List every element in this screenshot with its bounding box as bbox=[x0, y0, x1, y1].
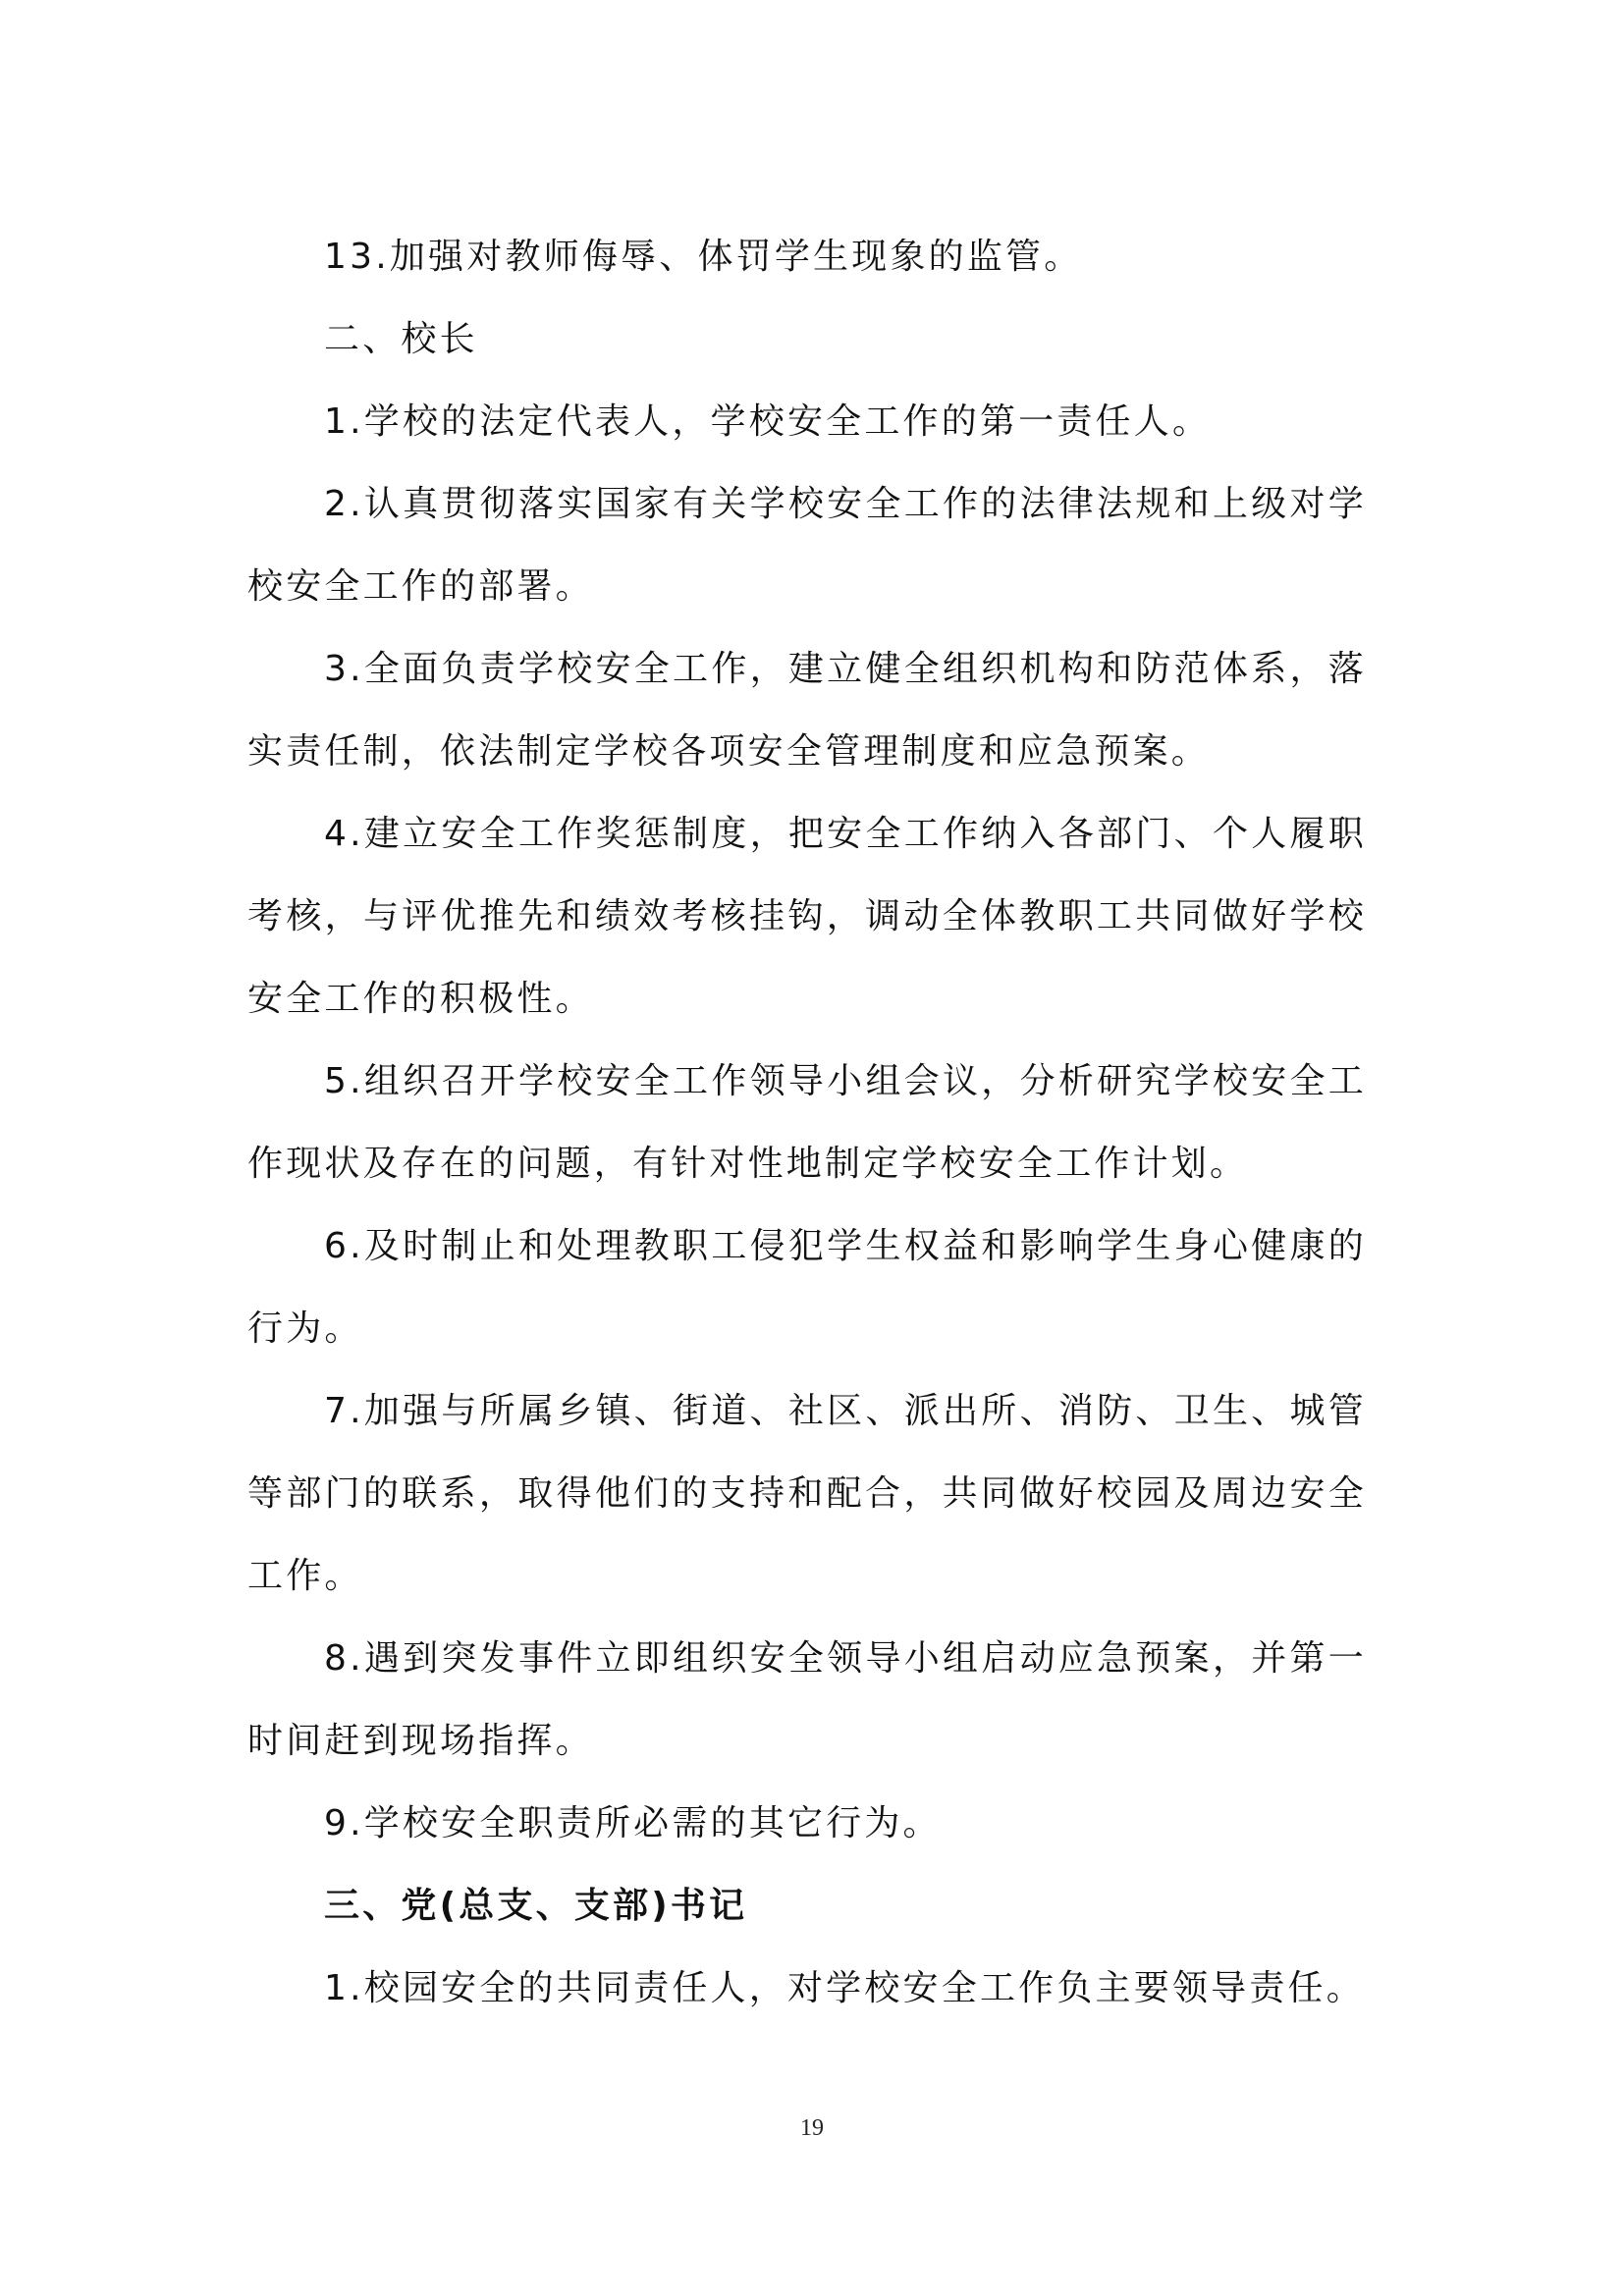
page-number: 19 bbox=[800, 2115, 824, 2141]
item-13-teacher-supervision: 13.加强对教师侮辱、体罚学生现象的监管。 bbox=[324, 237, 1083, 277]
party-secretary-item-1: 1.校园安全的共同责任人，对学校安全工作负主要领导责任。 bbox=[324, 1968, 1365, 2008]
principal-item-7: 7.加强与所属乡镇、街道、社区、派出所、消防、卫生、城管等部门的联系，取得他们的支持和配合，共同做好校园及周边安全工作。 bbox=[247, 1391, 1367, 1596]
principal-item-8: 8.遇到突发事件立即组织安全领导小组启动应急预案，并第一时间赶到现场指挥。 bbox=[247, 1638, 1367, 1761]
principal-item-3: 3.全面负责学校安全工作，建立健全组织机构和防范体系，落实责任制，依法制定学校各项安全管理制度和应急预案。 bbox=[247, 649, 1367, 772]
principal-item-1: 1.学校的法定代表人，学校安全工作的第一责任人。 bbox=[324, 401, 1212, 442]
principal-item-9: 9.学校安全职责所必需的其它行为。 bbox=[324, 1803, 942, 1843]
principal-item-4: 4.建立安全工作奖惩制度，把安全工作纳入各部门、个人履职考核，与评优推先和绩效考核挂钩，调动全体教职工共同做好学校安全工作的积极性。 bbox=[247, 814, 1367, 1019]
section-heading-party-secretary: 三、党(总支、支部)书记 bbox=[324, 1886, 748, 1926]
principal-item-2: 2.认真贯彻落实国家有关学校安全工作的法律法规和上级对学校安全工作的部署。 bbox=[247, 484, 1367, 607]
document-body bbox=[247, 216, 1367, 2030]
principal-item-6: 6.及时制止和处理教职工侵犯学生权益和影响学生身心健康的行为。 bbox=[247, 1226, 1367, 1349]
section-heading-principal: 二、校长 bbox=[324, 319, 478, 359]
principal-item-5: 5.组织召开学校安全工作领导小组会议，分析研究学校安全工作现状及存在的问题，有针对性地制定学校安全工作计划。 bbox=[247, 1061, 1367, 1184]
